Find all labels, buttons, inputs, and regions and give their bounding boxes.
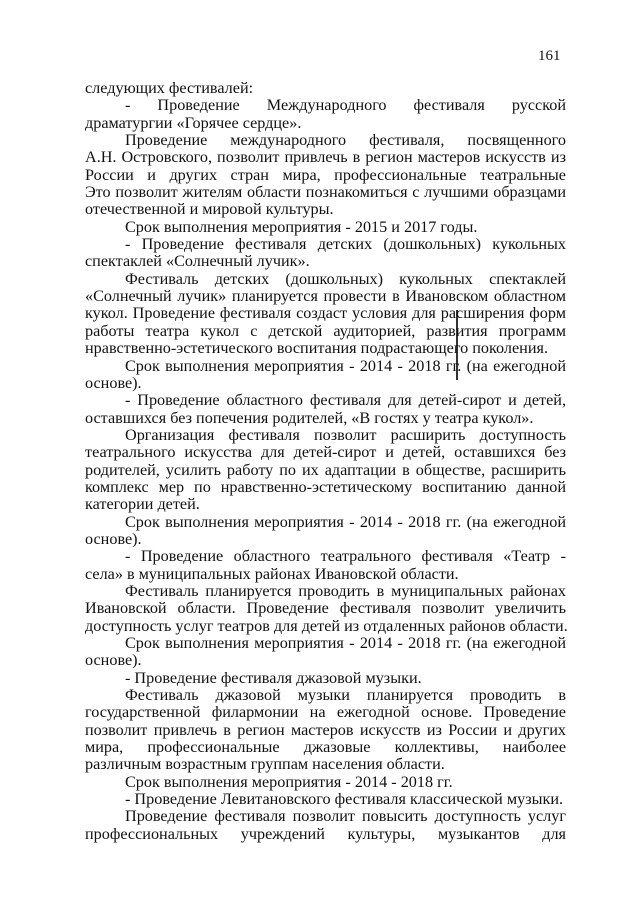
text-line: А.Н. Островского, позволит привлечь в регион мастеров искусств из [85,149,566,167]
text-line: государственной филармонии на ежегодной основе. Проведение [85,704,566,722]
text-line: основе). [85,529,142,548]
text-line: отечественной и мировой культуры. [85,200,334,219]
text-line: Срок выполнения мероприятия - 2014 - 2018 гг. [125,772,453,791]
text-line: Фестиваль джазовой музыки планируется проводить в [125,687,566,705]
text-line: Это позволит жителям области познакомиться с лучшими образцами [85,184,566,202]
text-line: - Проведение Международного фестиваля русской [125,97,566,115]
text-line: - Проведение областного театрального фестиваля «Театр - [125,548,566,566]
text-line: - Проведение Левитановского фестиваля классической музыки. [125,790,564,809]
document-body [85,80,566,843]
text-line: кукол. Проведение фестиваля создаст условия для расширения форм [85,305,566,323]
text-line: доступность услуг театров для детей из отдаленных районов области. [85,616,568,635]
text-line: - Проведение фестиваля джазовой музыки. [125,668,422,687]
text-line: Срок выполнения мероприятия - 2014 - 2018 гг. (на ежегодной [125,513,566,531]
text-line: следующих фестивалей: [85,79,254,97]
text-line: драматургии «Горячее сердце». [85,113,302,132]
text-line: России и других стран мира, профессиональные театральные [85,166,566,184]
text-line: мира, профессиональные джазовые коллективы, наиболее [85,739,566,757]
text-line: позволит привлечь в регион мастеров искусств из России и других [85,721,566,739]
text-line: Проведение международного фестиваля, посвященного [125,132,566,150]
text-line: различным возрастным группам населения области. [85,755,445,774]
text-line: категории детей. [85,495,200,514]
text-line: Организация фестиваля позволит расширить доступность [125,426,566,444]
text-line: «Солнечный лучик» планируется провести в Ивановском областном [85,288,566,306]
text-line: - Проведение фестиваля детских (дошкольных) кукольных [125,236,566,254]
text-line: Ивановской области. Проведение фестиваля позволит увеличить [85,600,566,618]
text-line: оставшихся без попечения родителей, «В гостях у театра кукол». [85,408,534,427]
text-line: Срок выполнения мероприятия - 2014 - 2018 гг. (на ежегодной [125,357,566,375]
text-line: Проведение фестиваля позволит повысить доступность услуг [125,808,566,826]
text-line: театрального искусства для детей-сирот и детей, оставшихся без [85,444,566,462]
text-line: основе). [85,651,142,670]
text-line: села» в муниципальных районах Ивановской области. [85,564,459,583]
text-line: нравственно-эстетического воспитания подрастающего поколения. [85,339,548,358]
text-line: Фестиваль планируется проводить в муниципальных районах [125,582,566,600]
page-number: 161 [538,48,561,64]
text-line: работы театра кукол с детской аудиторией, развития программ [85,322,566,340]
text-line: комплекс мер по нравственно-эстетическому воспитанию данной [85,478,566,496]
text-line: спектаклей «Солнечный лучик». [85,252,310,271]
text-line: основе). [85,373,142,392]
text-line: профессиональных учреждений культуры, музыкантов для [85,825,566,843]
text-line: родителей, усилить работу по их адаптации в обществе, расширить [85,461,566,479]
text-line: Срок выполнения мероприятия - 2015 и 2017 годы. [125,217,478,236]
text-line: Срок выполнения мероприятия - 2014 - 2018 гг. (на ежегодной [125,635,566,652]
text-line: - Проведение областного фестиваля для детей-сирот и детей, [125,392,566,410]
text-line: Фестиваль детских (дошкольных) кукольных спектаклей [125,270,566,288]
